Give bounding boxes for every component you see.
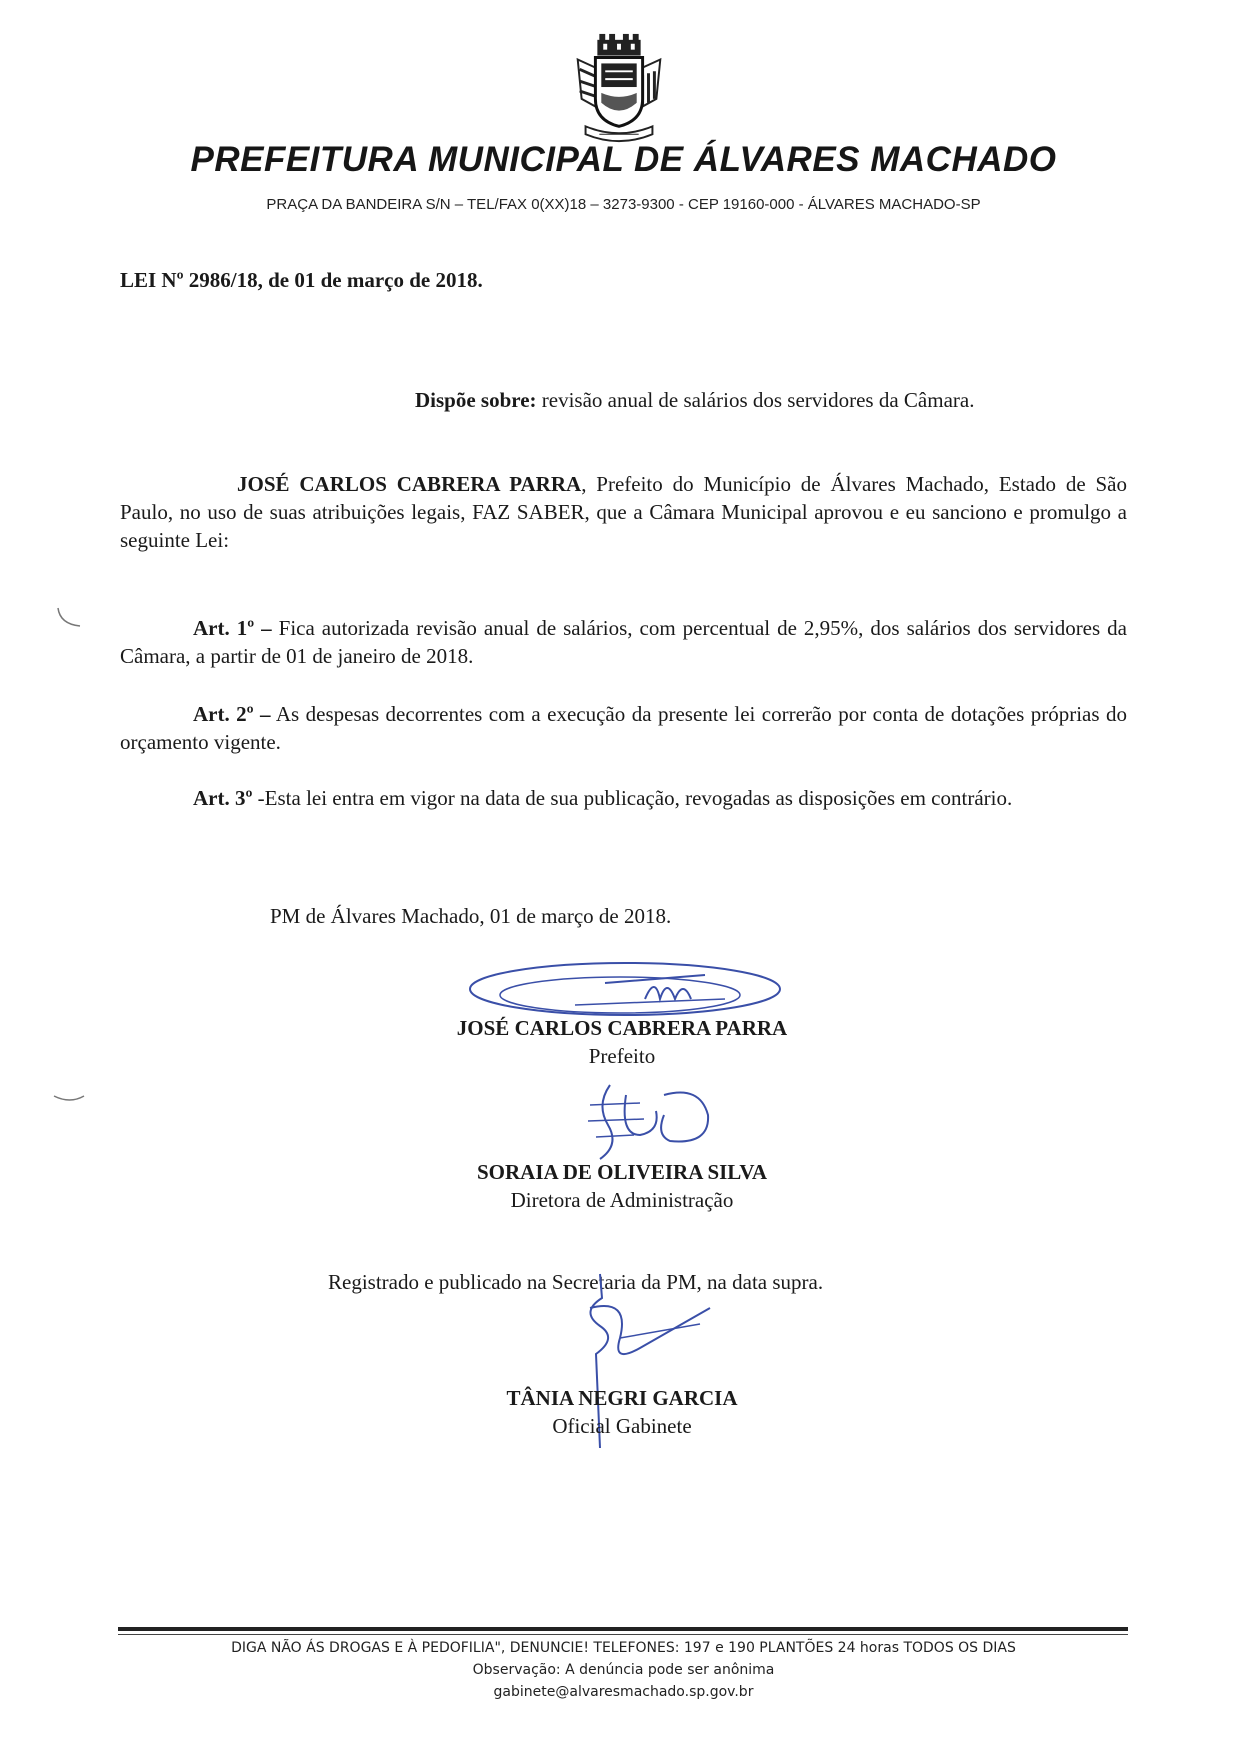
director-signature-icon: [560, 1075, 740, 1165]
signatory-name: JOSÉ CARLOS CABRERA PARRA: [456, 1016, 788, 1040]
footer-note-line: Observação: A denúncia pode ser anônima: [472, 1662, 775, 1678]
article-1: [120, 614, 1127, 670]
law-summary: [415, 388, 974, 413]
footer-campaign-line: DIGA NÃO ÁS DROGAS E À PEDOFILIA", DENUNCIE! TELEFONES: 197 e 190 PLANTÕES 24 horas TODOS OS DIAS: [231, 1640, 1016, 1656]
article-2-label: Art. 2º –: [193, 702, 271, 726]
preamble-mayor-name: JOSÉ CARLOS CABRERA PARRA: [237, 472, 582, 496]
article-1-label: Art. 1º –: [193, 616, 272, 640]
article-3-label: Art. 3º: [193, 786, 253, 810]
preamble-text: , Prefeito do Município de Álvares Machado, Estado de São Paulo, no uso de suas atribuições legais, FAZ SABER, que a Câmara Municipal aprovou e eu sanciono e promulgo a seguinte Lei:: [120, 472, 1127, 552]
margin-punch-mark-icon: [50, 604, 90, 634]
margin-punch-mark-icon: [50, 1090, 90, 1110]
footer-divider: [118, 1627, 1128, 1631]
law-summary-text: revisão anual de salários dos servidores da Câmara.: [536, 388, 975, 412]
law-title: LEI Nº 2986/18, de 01 de março de 2018.: [120, 268, 483, 292]
signatory-role: Prefeito: [588, 1044, 656, 1068]
footer-divider: [118, 1634, 1128, 1635]
signatory-role: Diretora de Administração: [510, 1188, 734, 1212]
article-3: [120, 784, 1127, 812]
signatory-name: SORAIA DE OLIVEIRA SILVA: [476, 1160, 768, 1184]
article-2: [120, 700, 1127, 756]
footer-email-line: gabinete@alvaresmachado.sp.gov.br: [493, 1684, 754, 1700]
place-and-date: PM de Álvares Machado, 01 de março de 2018.: [270, 904, 672, 928]
header-address: PRAÇA DA BANDEIRA S/N – TEL/FAX 0(XX)18 – 3273-9300 - CEP 19160-000 - ÁLVARES MACHADO-SP: [266, 196, 981, 213]
registration-note: Registrado e publicado na Secretaria da PM, na data supra.: [328, 1270, 824, 1294]
signatory-name: TÂNIA NEGRI GARCIA: [506, 1386, 738, 1410]
header-title: PREFEITURA MUNICIPAL DE ÁLVARES MACHADO: [190, 140, 1057, 179]
law-summary-label: Dispõe sobre:: [415, 388, 537, 412]
municipal-coat-of-arms-icon: [560, 30, 678, 148]
signatory-role: Oficial Gabinete: [552, 1414, 692, 1438]
signature-block-mayor: [322, 1014, 922, 1070]
preamble-paragraph: [120, 470, 1127, 554]
signature-block-cabinet-officer: [322, 1384, 922, 1440]
article-3-text: -Esta lei entra em vigor na data de sua publicação, revogadas as disposições em contrário.: [252, 786, 1013, 810]
signature-block-director: [322, 1158, 922, 1214]
article-2-text: As despesas decorrentes com a execução da presente lei correrão por conta de dotações próprias do orçamento vigente.: [120, 702, 1127, 754]
article-1-text: Fica autorizada revisão anual de salários, com percentual de 2,95%, dos salários dos servidores da Câmara, a partir de 01 de janeiro de 2018.: [120, 616, 1127, 668]
